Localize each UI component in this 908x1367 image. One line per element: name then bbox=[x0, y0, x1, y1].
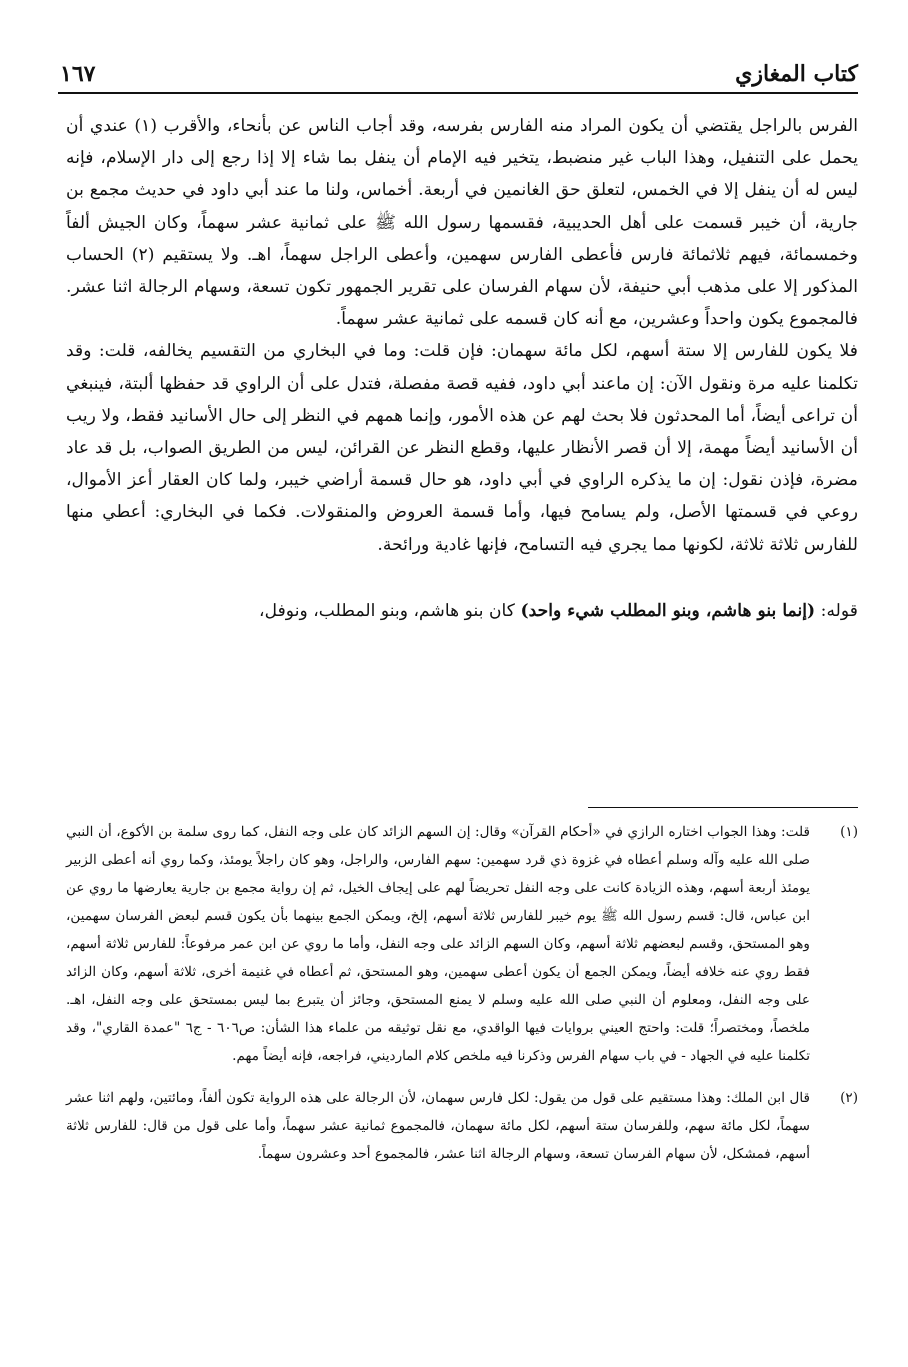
footnote-number: (١) bbox=[840, 824, 858, 840]
footnote-body: قال ابن الملك: وهذا مستقيم على قول من يقول: لكل فارس سهمان، لأن الرجالة على هذه الرواية تكون ألفاً، ومائتين، ولهم اثنا عشر سهماً، لكل مائة سهم، وللفرسان ستة أسهم، لكل مائة سهمان، فالمجموع ثمانية عشر سهماً، وأما على قول من قال: للفارس ثلاثة أسهم، فمشكل، لأن سهام الفرسان تسعة، وسهام الرجالة اثنا عشر، فالمجموع أحد وعشرون سهماً. bbox=[66, 1090, 810, 1162]
qawl-line bbox=[66, 595, 858, 627]
header-rule bbox=[58, 92, 858, 94]
paragraph-gap bbox=[66, 561, 858, 595]
qawl-label: قوله: bbox=[820, 600, 858, 621]
main-text bbox=[66, 110, 858, 627]
footnotes bbox=[66, 818, 858, 1182]
footnote-text bbox=[66, 818, 810, 1070]
running-header bbox=[60, 58, 858, 90]
footnote-1 bbox=[66, 818, 858, 1070]
page-number: ١٦٧ bbox=[60, 61, 96, 87]
qawl-rest: كان بنو هاشم، وبنو المطلب، ونوفل، bbox=[259, 600, 515, 621]
body-paragraph: الفرس بالراجل يقتضي أن يكون المراد منه الفارس بفرسه، وقد أجاب الناس عن بأنحاء، والأقرب (١) عندي أن يحمل على التنفيل، وهذا الباب غير منضبط، يتخير فيه الإمام أن ينفل بما شاء إلا إذا رجع إلى دار الإسلام، فإنه ليس له أن ينفل إلا في الخمس، لتعلق حق الغانمين في أربعة. أخماس، ولنا ما عند أبي داود في حديث مجمع بن جارية، أن خيبر قسمت على أهل الحديبية، فقسمها رسول الله ﷺ على ثمانية عشر سهماً، وكان الجيش ألفاً وخمسمائة، فيهم ثلاثمائة فارس فأعطى الفارس سهمين، وأعطى الراجل سهماً، اهـ. ولا يستقيم (٢) الحساب المذكور إلا على مذهب أبي حنيفة، لأن سهام الفرسان على تقرير الجمهور تكون تسعة، وسهام الرجالة اثنا عشر. فالمجموع يكون واحداً وعشرين، مع أنه كان قسمه على ثمانية عشر سهماً. bbox=[66, 116, 858, 330]
body-paragraph: فلا يكون للفارس إلا ستة أسهم، لكل مائة سهمان: فإن قلت: وما في البخاري من التقسيم يخالفه، قلت: وقد تكلمنا عليه مرة ونقول الآن: إن ماعند أبي داود، ففيه قصة مفصلة، فتدل على أن الراوي قد حفظها ألبتة، فينبغي أن تراعى أيضاً، أما المحدثون فلا بحث لهم عن هذه الأمور، وإنما همهم في النظر إلى حال الأسانيد فقط، ولا ريب أن الأسانيد أيضاً مهمة، إلا أن قصر الأنظار عليها، وقطع النظر عن القرائن، ليس من الطريق الصواب، بل قد عاد مضرة، فإذن نقول: إن ما يذكره الراوي في أبي داود، هو حال قسمة أراضي خيبر، ولما كان العقار أعز الأموال، روعي في قسمتها الأصل، ولم يسامح فيها، وأما قسمة العروض والمنقولات. فكما في البخاري: أعطي منها للفارس ثلاثة ثلاثة، لكونها مما يجري فيه التسامح، فإنها غادية ورائحة. bbox=[66, 341, 858, 555]
footnote-body: قلت: وهذا الجواب اختاره الرازي في «أحكام القرآن» وقال: إن السهم الزائد كان على وجه النفل، كما روى سلمة بن الأكوع، أن النبي صلى الله عليه وآله وسلم أعطاه في غزوة ذي قرد سهمين: سهم الفارس، والراجل، وهو كان راجلاً يومئذ، وكما روي أنه أعطى الزبير يومئذ أربعة أسهم، وهذه الزيادة كانت على وجه النفل تحريضاً لهم على إيجاف الخيل، ثم إن رواية مجمع بن جارية يعارضها ما روي عن ابن عباس، قال: قسم رسول الله ﷺ يوم خيبر للفارس ثلاثة أسهم، إلخ، ويمكن الجمع بينهما بأن يكون قسم لبعض الفرسان سهمين، وهو المستحق، وقسم لبعضهم ثلاثة أسهم، وكان السهم الزائد على وجه النفل، وأما ما روي عن ابن عمر مرفوعاً: للفارس ثلاثة أسهم، فقط روي عنه خلافه أيضاً، ويمكن الجمع أن يكون أعطى سهمين، وهو المستحق، ثم أعطاه في غنيمة أخرى، ثلاثة أسهم، وكان الزائد على وجه النفل، ومعلوم أن النبي صلى الله عليه وسلم لا يمنع المستحق، وجائز أن يتبرع بما ليس بمستحق على وجه النفل، اهـ. ملخصاً، ومختصراً؛ قلت: واحتج العيني بروايات فيها الواقدي، مع نقل توثيقه من علماء هذا الشأن: ص٦٠٦ - ج٦ "عمدة القاري"، وقد تكلمنا عليه في الجهاد - في باب سهام الفرس وذكرنا فيه ملخص كلام المارديني، فراجعه، فإنه أيضاً مهم. bbox=[66, 824, 810, 1064]
book-title: كتاب المغازي bbox=[735, 61, 858, 87]
footnote-2 bbox=[66, 1084, 858, 1168]
qawl-quote: (إنما بنو هاشم، وبنو المطلب شيء واحد) bbox=[520, 600, 816, 621]
footnote-number: (٢) bbox=[840, 1090, 858, 1106]
footnote-text bbox=[66, 1084, 810, 1168]
footnote-rule bbox=[588, 807, 858, 808]
